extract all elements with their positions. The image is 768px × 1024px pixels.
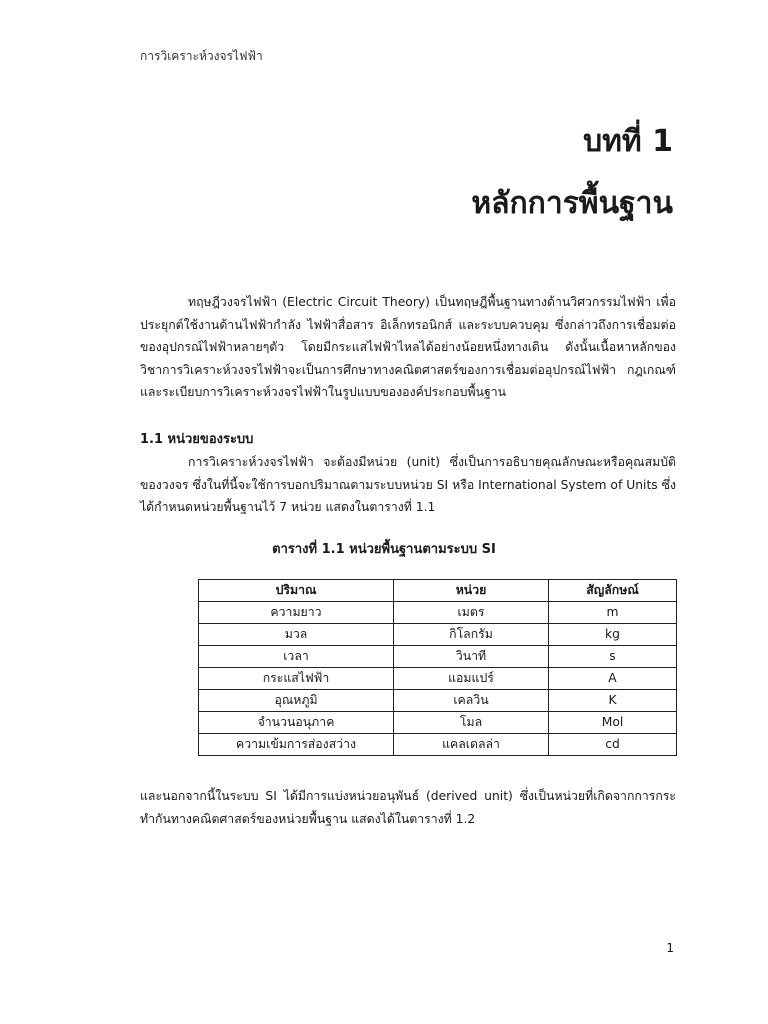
- cell-symbol: kg: [549, 624, 677, 646]
- table-row: [199, 624, 677, 646]
- cell-symbol: cd: [549, 734, 677, 756]
- header-unit: หน่วย: [394, 580, 549, 602]
- cell-quantity: ความยาว: [199, 602, 394, 624]
- cell-quantity: เวลา: [199, 646, 394, 668]
- cell-symbol: K: [549, 690, 677, 712]
- table-row: [199, 602, 677, 624]
- page-number: 1: [666, 941, 674, 955]
- cell-unit: วินาที: [394, 646, 549, 668]
- running-header: การวิเคราะห์วงจรไฟฟ้า: [140, 49, 263, 63]
- table-row: [199, 712, 677, 734]
- table-header-row: [199, 580, 677, 602]
- cell-unit: แคลเดลล่า: [394, 734, 549, 756]
- cell-quantity: อุณหภูมิ: [199, 690, 394, 712]
- cell-symbol: A: [549, 668, 677, 690]
- cell-quantity: จำนวนอนุภาค: [199, 712, 394, 734]
- table-row: [199, 690, 677, 712]
- cell-unit: กิโลกรัม: [394, 624, 549, 646]
- table-row: [199, 668, 677, 690]
- intro-paragraph: ทฤษฎีวงจรไฟฟ้า (Electric Circuit Theory) เป็นทฤษฎีพื้นฐานทางด้านวิศวกรรมไฟฟ้า เพื่อประยุกต์ใช้งานด้านไฟฟ้ากำลัง ไฟฟ้าสื่อสาร อิเล็กทรอนิกส์ และระบบควบคุม ซึ่งกล่าวถึงการเชื่อมต่อของอุปกรณ์ไฟฟ้าหลายๆตัว โดยมีกระแสไฟฟ้าไหลได้อย่างน้อยหนึ่งทางเดิน ดังนั้นเนื้อหาหลักของวิชาการวิเคราะห์วงจรไฟฟ้าจะเป็นการศึกษาทางคณิตศาสตร์ของการเชื่อมต่ออุปกรณ์ไฟฟ้า กฎเกณฑ์ และระเบียบการวิเคราะห์วงจรไฟฟ้าในรูปแบบขององค์ประกอบพื้นฐาน: [140, 295, 676, 399]
- cell-symbol: m: [549, 602, 677, 624]
- chapter-title: หลักการพื้นฐาน: [471, 186, 673, 221]
- cell-unit: เมตร: [394, 602, 549, 624]
- section-paragraph: การวิเคราะห์วงจรไฟฟ้า จะต้องมีหน่วย (unit) ซึ่งเป็นการอธิบายคุณลักษณะหรือคุณสมบัติของวงจร ซึ่งในที่นี้จะใช้การบอกปริมาณตามระบบหน่วย SI หรือ International System of Units ซึ่งได้กำหนดหน่วยพื้นฐานไว้ 7 หน่วย แสดงในตารางที่ 1.1: [140, 455, 676, 514]
- table-caption: ตารางที่ 1.1 หน่วยพื้นฐานตามระบบ SI: [272, 542, 496, 557]
- after-table-paragraph: และนอกจากนี้ในระบบ SI ได้มีการแบ่งหน่วยอนุพันธ์ (derived unit) ซึ่งเป็นหน่วยที่เกิดจากการกระทำกันทางคณิตศาสตร์ของหน่วยพื้นฐาน แสดงได้ในตารางที่ 1.2: [140, 789, 676, 826]
- cell-symbol: s: [549, 646, 677, 668]
- cell-quantity: มวล: [199, 624, 394, 646]
- cell-unit: เคลวิน: [394, 690, 549, 712]
- si-units-table: [198, 579, 677, 756]
- table-row: [199, 734, 677, 756]
- cell-quantity: ความเข้มการส่องสว่าง: [199, 734, 394, 756]
- cell-unit: โมล: [394, 712, 549, 734]
- cell-unit: แอมแปร์: [394, 668, 549, 690]
- section-heading: 1.1 หน่วยของระบบ: [140, 432, 254, 447]
- header-symbol: สัญลักษณ์: [549, 580, 677, 602]
- cell-quantity: กระแสไฟฟ้า: [199, 668, 394, 690]
- header-quantity: ปริมาณ: [199, 580, 394, 602]
- chapter-number: บทที่ 1: [583, 124, 673, 159]
- cell-symbol: Mol: [549, 712, 677, 734]
- table-row: [199, 646, 677, 668]
